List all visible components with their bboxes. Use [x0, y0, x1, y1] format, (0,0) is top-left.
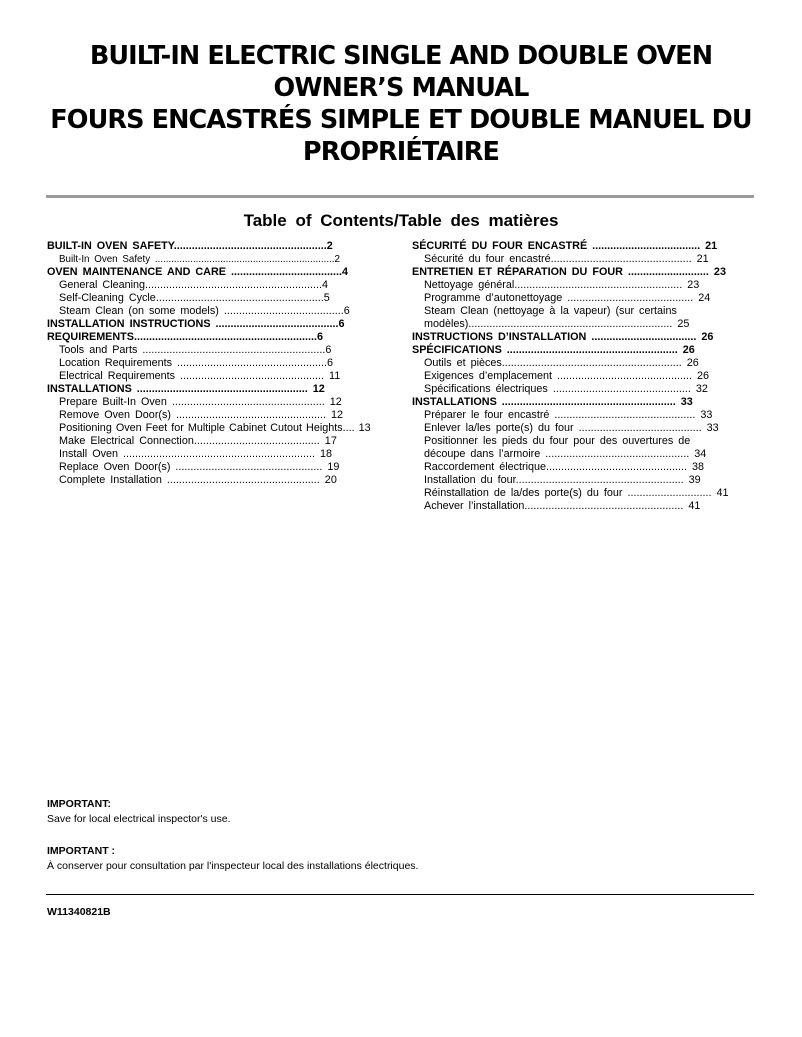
toc-entry[interactable]: Enlever la/les porte(s) du four ......................................... 33 [424, 422, 719, 434]
toc-entry[interactable]: Replace Oven Door(s) ................................................. 19 [59, 461, 340, 473]
toc-entry[interactable]: Installation du four........................................................ 39 [424, 474, 701, 486]
toc-entry[interactable]: découpe dans l’armoire ................................................ 34 [424, 448, 707, 460]
title-line-4: PROPRIÉTAIRE [302, 137, 500, 167]
toc-entry[interactable]: Exigences d’emplacement ............................................. 26 [424, 370, 710, 382]
title-line-3: FOURS ENCASTRÉS SIMPLE ET DOUBLE MANUEL DU [50, 105, 752, 135]
toc-entry[interactable]: Location Requirements ..................................................6 [59, 357, 334, 369]
toc-entry[interactable]: Achever l’installation..................................................... 41 [424, 500, 701, 512]
toc-entry[interactable]: Complete Installation ................................................... 20 [59, 474, 337, 486]
important-note-english [47, 797, 231, 827]
toc-entry[interactable]: Built-In Oven Safety ..................................................................2 [59, 254, 340, 265]
toc-french-column [412, 240, 772, 513]
toc-entry[interactable]: Electrical Requirements ................................................ 11 [59, 370, 341, 382]
toc-entry[interactable]: Make Electrical Connection.......................................... 17 [59, 435, 337, 447]
toc-entry[interactable]: Préparer le four encastré ............................................... 33 [424, 409, 713, 421]
footer-divider [46, 894, 754, 895]
toc-entry[interactable]: Programme d’autonettoyage .......................................... 24 [424, 292, 711, 304]
title-line-2: OWNER’S MANUAL [273, 73, 529, 103]
toc-entry[interactable]: SÉCURITÉ DU FOUR ENCASTRÉ .................................... 21 [412, 240, 718, 252]
toc-entry[interactable]: BUILT-IN OVEN SAFETY...................................................2 [47, 240, 333, 252]
toc-entry[interactable]: Steam Clean (nettoyage à la vapeur) (sur certains [424, 305, 677, 317]
important-text: À conserver pour consultation par l'inspecteur local des installations électriques. [47, 860, 419, 872]
toc-entry[interactable]: Steam Clean (on some models) ........................................6 [59, 305, 350, 317]
toc-entry[interactable]: INSTALLATIONS ......................................................... 12 [47, 383, 325, 395]
toc-entry[interactable]: Self-Cleaning Cycle........................................................5 [59, 292, 330, 304]
toc-entry[interactable]: Nettoyage général........................................................ 23 [424, 279, 700, 291]
toc-entry[interactable]: Outils et pièces............................................................ 26 [424, 357, 699, 369]
important-text: Save for local electrical inspector's use. [47, 813, 231, 825]
toc-entry[interactable]: Sécurité du four encastré............................................... 21 [424, 253, 709, 265]
toc-entry[interactable]: ENTRETIEN ET RÉPARATION DU FOUR ........................... 23 [412, 266, 726, 278]
title-divider [46, 195, 754, 198]
toc-entry[interactable]: Remove Oven Door(s) .................................................. 12 [59, 409, 343, 421]
toc-entry[interactable]: modèles).................................................................... 25 [424, 318, 690, 330]
toc-entry[interactable]: General Cleaning...........................................................4 [59, 279, 329, 291]
toc-english-column [47, 240, 407, 487]
toc-entry[interactable]: Tools and Parts .............................................................6 [59, 344, 332, 356]
toc-entry[interactable]: Positionner les pieds du four pour des ouvertures de [424, 435, 691, 447]
important-label: IMPORTANT : [47, 845, 116, 857]
toc-entry[interactable]: INSTRUCTIONS D’INSTALLATION ................................... 26 [412, 331, 714, 343]
toc-entry[interactable]: Install Oven ................................................................ 18 [59, 448, 333, 460]
important-label: IMPORTANT: [47, 798, 111, 810]
important-note-french [47, 844, 418, 874]
document-code: W11340821B [47, 906, 111, 918]
toc-entry[interactable]: SPÉCIFICATIONS ......................................................... 26 [412, 344, 695, 356]
toc-heading: Table of Contents/Table des matières [243, 211, 559, 230]
toc-entry[interactable]: INSTALLATIONS .......................................................... 33 [412, 396, 693, 408]
toc-entry[interactable]: Raccordement électrique............................................... 38 [424, 461, 705, 473]
toc-entry[interactable]: INSTALLATION INSTRUCTIONS .........................................6 [47, 318, 345, 330]
toc-entry[interactable]: Prepare Built-In Oven ................................................... 12 [59, 396, 342, 408]
toc-entry[interactable]: Réinstallation de la/des porte(s) du four ............................ 41 [424, 487, 729, 499]
toc-entry[interactable]: OVEN MAINTENANCE AND CARE .....................................4 [47, 266, 348, 278]
toc-entry[interactable]: Spécifications électriques .............................................. 32 [424, 383, 708, 395]
toc-entry[interactable]: Positioning Oven Feet for Multiple Cabinet Cutout Heights.... 13 [59, 422, 371, 434]
title-line-1: BUILT-IN ELECTRIC SINGLE AND DOUBLE OVEN [89, 41, 713, 71]
manual-title [0, 40, 802, 168]
toc-entry[interactable]: REQUIREMENTS.............................................................6 [47, 331, 323, 343]
